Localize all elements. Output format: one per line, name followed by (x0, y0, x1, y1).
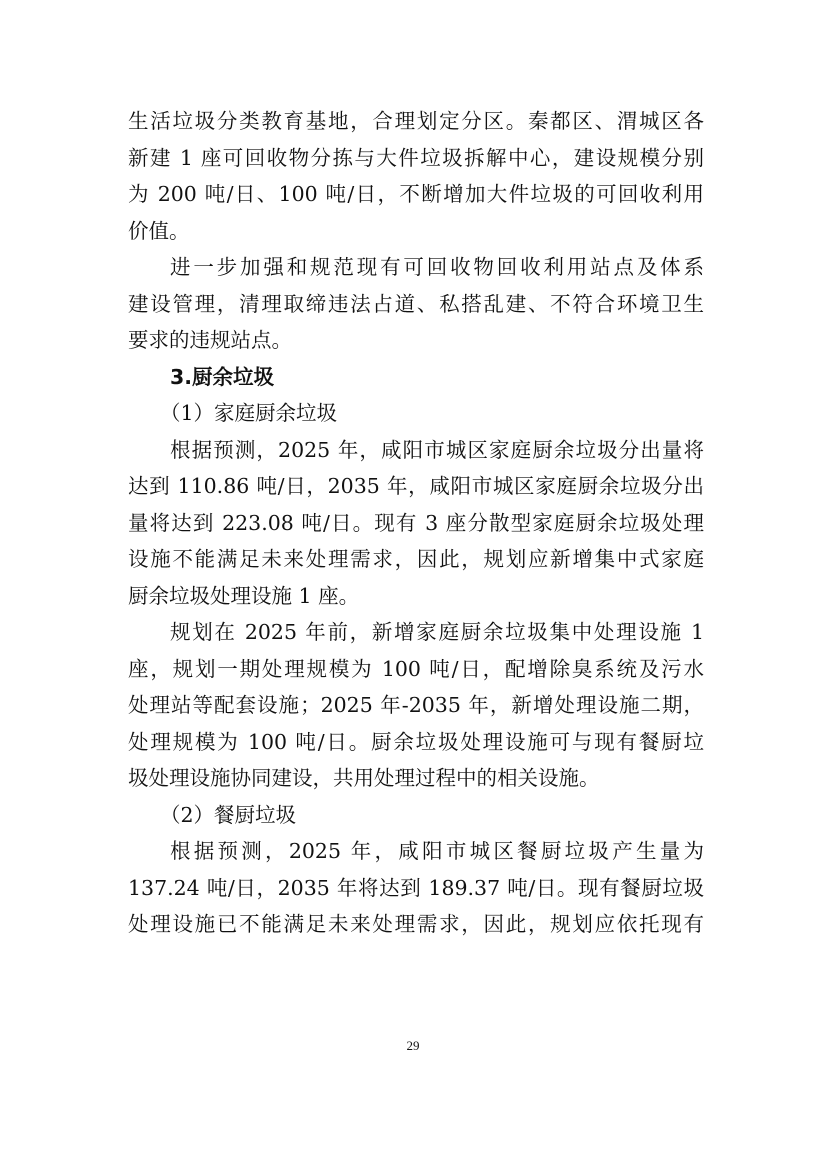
paragraph-line: 为 200 吨/日、100 吨/日，不断增加大件垃圾的可回收利用 (128, 182, 704, 206)
paragraph-line: 设施不能满足未来处理需求，因此，规划应新增集中式家庭 (128, 547, 704, 571)
paragraph-line: 座，规划一期处理规模为 100 吨/日，配增除臭系统及污水 (128, 656, 704, 681)
paragraph-line: 圾处理设施协同建设，共用处理过程中的相关设施。 (128, 766, 600, 790)
paragraph-line: 要求的违规站点。 (128, 328, 292, 352)
paragraph-line: 生活垃圾分类教育基地，合理划定分区。秦都区、渭城区各 (128, 109, 704, 133)
subsection-heading: （2）餐厨垃圾 (160, 802, 297, 827)
paragraph-line: 厨余垃圾处理设施 1 座。 (128, 583, 360, 608)
paragraph-line: 处理规模为 100 吨/日。厨余垃圾处理设施可与现有餐厨垃 (128, 729, 704, 754)
paragraph-line: 达到 110.86 吨/日，2035 年，咸阳市城区家庭厨余垃圾分出 (128, 474, 704, 498)
paragraph-line: 建设管理，清理取缔违法占道、私搭乱建、不符合环境卫生 (128, 291, 704, 316)
paragraph-line: 137.24 吨/日，2035 年将达到 189.37 吨/日。现有餐厨垃圾 (128, 875, 704, 900)
paragraph-line: 根据预测，2025 年，咸阳市城区家庭厨余垃圾分出量将 (170, 437, 704, 462)
paragraph-line: 处理站等配套设施；2025 年-2035 年，新增处理设施二期， (128, 693, 704, 717)
paragraph-line: 进一步加强和规范现有可回收物回收利用站点及体系 (170, 255, 704, 279)
section-heading: 3.厨余垃圾 (170, 364, 275, 389)
paragraph-line: 规划在 2025 年前，新增家庭厨余垃圾集中处理设施 1 (170, 620, 704, 644)
body-text (128, 103, 704, 943)
page-number: 29 (406, 1038, 420, 1053)
paragraph-line: 量将达到 223.08 吨/日。现有 3 座分散型家庭厨余垃圾处理 (128, 510, 704, 535)
paragraph-line: 处理设施已不能满足未来处理需求，因此，规划应依托现有 (128, 912, 704, 936)
paragraph-line: 新建 1 座可回收物分拣与大件垃圾拆解中心，建设规模分别 (128, 145, 704, 170)
paragraph-line: 根据预测，2025 年，咸阳市城区餐厨垃圾产生量为 (170, 839, 704, 863)
paragraph-line: 价值。 (128, 218, 190, 243)
subsection-heading: （1）家庭厨余垃圾 (160, 401, 338, 425)
